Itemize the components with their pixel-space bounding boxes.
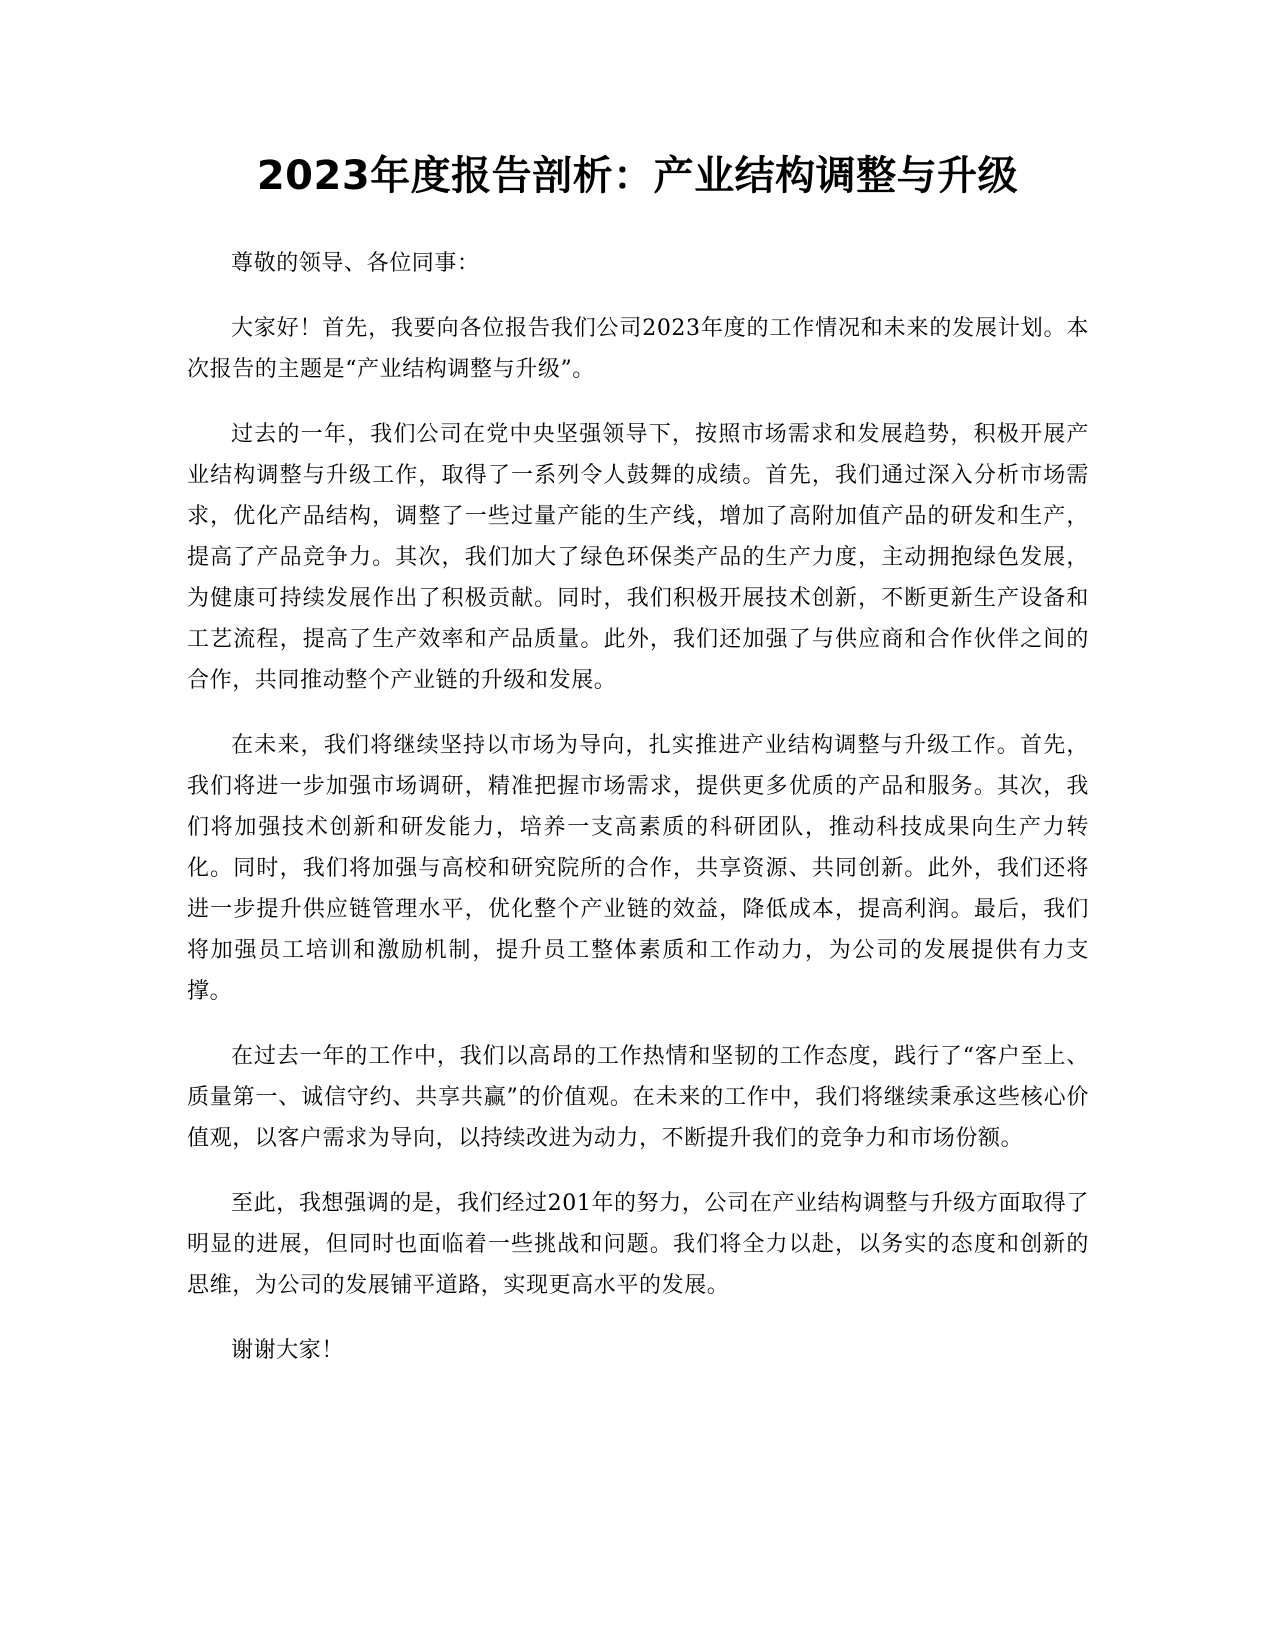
paragraph-values: 在过去一年的工作中，我们以高昂的工作热情和坚韧的工作态度，践行了“客户至上、质量第一、诚信守约、共享共赢”的价值观。在未来的工作中，我们将继续秉承这些核心价值观，以客户需求为导向，以持续改进为动力，不断提升我们的竞争力和市场份额。 bbox=[187, 1044, 1089, 1151]
paragraph-conclusion: 至此，我想强调的是，我们经过201年的努力，公司在产业结构调整与升级方面取得了明显的进展，但同时也面临着一些挑战和问题。我们将全力以赴，以务实的态度和创新的思维，为公司的发展铺平道路，实现更高水平的发展。 bbox=[187, 1191, 1089, 1298]
paragraph-future: 在未来，我们将继续坚持以市场为导向，扎实推进产业结构调整与升级工作。首先，我们将进一步加强市场调研，精准把握市场需求，提供更多优质的产品和服务。其次，我们将加强技术创新和研发能力，培养一支高素质的科研团队，推动科技成果向生产力转化。同时，我们将加强与高校和研究院所的合作，共享资源、共同创新。此外，我们还将进一步提升供应链管理水平，优化整个产业链的效益，降低成本，提高利润。最后，我们将加强员工培训和激励机制，提升员工整体素质和工作动力，为公司的发展提供有力支撑。 bbox=[187, 733, 1089, 1004]
document-body bbox=[187, 243, 1089, 1395]
closing: 谢谢大家！ bbox=[231, 1338, 345, 1363]
paragraph-past-year: 过去的一年，我们公司在党中央坚强领导下，按照市场需求和发展趋势，积极开展产业结构调整与升级工作，取得了一系列令人鼓舞的成绩。首先，我们通过深入分析市场需求，优化产品结构，调整了一些过量产能的生产线，增加了高附加值产品的研发和生产，提高了产品竞争力。其次，我们加大了绿色环保类产品的生产力度，主动拥抱绿色发展，为健康可持续发展作出了积极贡献。同时，我们积极开展技术创新，不断更新生产设备和工艺流程，提高了生产效率和产品质量。此外，我们还加强了与供应商和合作伙伴之间的合作，共同推动整个产业链的升级和发展。 bbox=[187, 422, 1089, 693]
paragraph-intro: 大家好！首先，我要向各位报告我们公司2023年度的工作情况和未来的发展计划。本次报告的主题是“产业结构调整与升级”。 bbox=[187, 316, 1089, 382]
greeting: 尊敬的领导、各位同事： bbox=[231, 251, 480, 276]
page-title: 2023年度报告剖析：产业结构调整与升级 bbox=[256, 153, 1019, 199]
